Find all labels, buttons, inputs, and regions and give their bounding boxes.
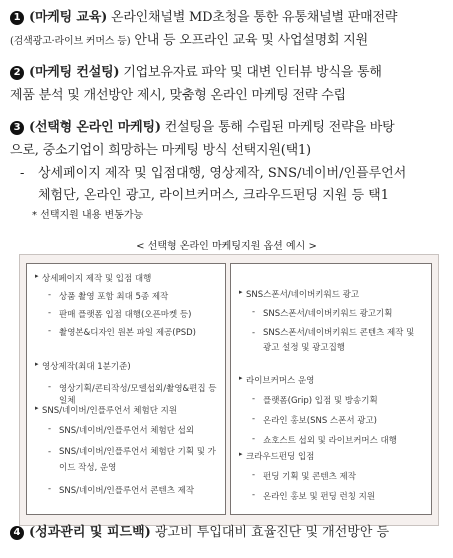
options-frame <box>19 254 439 526</box>
item-text: 광고비 투입대비 효율진단 및 개선방안 등 <box>150 525 390 540</box>
item-optional-online-marketing <box>10 116 446 162</box>
options-right-column <box>230 263 432 515</box>
option-sub-item: - 펀딩 기획 및 콘텐츠 제작 <box>252 470 356 482</box>
option-sub-text: 판매 플랫폼 입점 대행(오픈마켓 등) <box>59 310 192 320</box>
item-text: 으로, 중소기업이 희망하는 마케팅 방식 선택지원(택1) <box>10 143 311 158</box>
option-sub-text: 촬영본&디자인 원본 파일 제공(PSD) <box>59 328 196 338</box>
item-marketing-consulting <box>10 61 446 107</box>
option-section <box>35 404 219 496</box>
item-performance-feedback <box>10 522 446 544</box>
note-text: * 선택지원 내용 변동가능 <box>32 210 144 221</box>
item-text: 기업보유자료 파악 및 대변 인터뷰 방식을 통해 <box>119 65 382 80</box>
option-sub-text: SNS/네이버/인플루언서 체험단 기획 및 가이드 작성, 운영 <box>59 447 216 473</box>
option-sub-item: - SNS/네이버/인플루언서 체험단 기획 및 가이드 작성, 운영 <box>48 447 216 473</box>
option-sub-item: - 영상기획/콘티작성/모델섭외/촬영&편집 등 일체 <box>48 382 217 406</box>
option-heading: ▸ 라이브커머스 운영 <box>239 374 425 386</box>
option-sub-item: - 쇼호스트 섭외 및 라이브커머스 대행 <box>252 434 397 446</box>
option-sub-text: SNS스폰서/네이버키워드 콘텐츠 제작 및 광고 설정 및 광고집행 <box>263 328 415 353</box>
option-sub-text: 영상기획/콘티작성/모델섭외/촬영&편집 등 일체 <box>59 384 217 406</box>
option-sub-item: - SNS스폰서/네이버키워드 광고기획 <box>252 307 393 319</box>
item-text: 제품 분석 및 개선방안 제시, 맞춤형 온라인 마케팅 전략 수립 <box>10 88 346 103</box>
option-sub-text: SNS/네이버/인플루언서 체험단 섭외 <box>59 426 195 436</box>
option-sub-item: - 상품 촬영 포함 최대 5종 제작 <box>48 290 169 302</box>
option-sub-text: SNS/네이버/인플루언서 콘텐츠 제작 <box>59 486 195 496</box>
option-sub-item: - SNS/네이버/인플루언서 콘텐츠 제작 <box>48 484 195 496</box>
options-left-column <box>26 263 226 515</box>
option-sub-item: - 판매 플랫폼 입점 대행(오픈마켓 등) <box>48 308 192 320</box>
option-sub-item: - 온라인 홍보 및 펀딩 런칭 지원 <box>252 490 376 502</box>
option-section <box>35 360 219 406</box>
number-badge: 1 <box>10 11 24 25</box>
option-heading: ▸ 영상제작(최대 1분기준) <box>35 360 219 372</box>
option-sub-item: - 플랫폼(Grip) 입점 및 방송기획 <box>252 394 378 406</box>
number-badge: 3 <box>10 121 24 135</box>
option-section <box>239 374 425 446</box>
option-sub-item: - SNS/네이버/인플루언서 체험단 섭외 <box>48 424 195 436</box>
option-sub-text: SNS스폰서/네이버키워드 광고기획 <box>263 309 393 319</box>
option-sub-text: 플랫폼(Grip) 입점 및 방송기획 <box>263 396 378 406</box>
option-section <box>35 272 219 338</box>
item-title: (마케팅 교육) <box>29 10 108 25</box>
option-heading: ▸ SNS/네이버/인플루언서 체험단 지원 <box>35 404 219 416</box>
option-sub-item: - 촬영본&디자인 원본 파일 제공(PSD) <box>48 326 196 338</box>
dash-symbol: - <box>20 166 25 181</box>
number-badge: 4 <box>10 526 24 540</box>
option-heading: ▸ 상세페이지 제작 및 입점 대행 <box>35 272 219 284</box>
option-section <box>239 450 425 502</box>
item-text: 안내 등 오프라인 교육 및 사업설명회 지원 <box>130 33 369 48</box>
option-sub-text: 쇼호스트 섭외 및 라이브커머스 대행 <box>263 436 397 446</box>
options-caption: < 선택형 온라인 마케팅지원 옵션 예시 > <box>136 241 317 252</box>
option-sub-item: - SNS스폰서/네이버키워드 콘텐츠 제작 및 광고 설정 및 광고집행 <box>252 328 415 353</box>
item-title: (마케팅 컨설팅) <box>29 65 120 80</box>
option-heading: ▸ SNS스폰서/네이버키워드 광고 <box>239 288 425 300</box>
item-small-text: (검색광고·라이브 커머스 등) <box>10 36 131 47</box>
item-title: (선택형 온라인 마케팅) <box>29 120 161 135</box>
option-sub-text: 온라인 홍보(SNS 스폰서 광고) <box>263 416 377 426</box>
option-sub-item: - 온라인 홍보(SNS 스폰서 광고) <box>252 414 377 426</box>
option-sub-text: 온라인 홍보 및 펀딩 런칭 지원 <box>263 492 376 502</box>
dash-list-item <box>20 163 445 207</box>
item-text: 컨설팅을 통해 수립된 마케팅 전략을 바탕 <box>160 120 395 135</box>
number-badge: 2 <box>10 66 24 80</box>
dash-text-line: 상세페이지 제작 및 입점대행, 영상제작, SNS/네이버/인플루언서 <box>38 166 407 181</box>
item-title: (성과관리 및 피드백) <box>29 525 151 540</box>
option-sub-text: 펀딩 기획 및 콘텐츠 제작 <box>263 472 356 482</box>
option-section <box>239 288 425 356</box>
option-sub-text: 상품 촬영 포함 최대 5종 제작 <box>59 292 169 302</box>
item-marketing-education <box>10 6 446 53</box>
dash-text-line: 체험단, 온라인 광고, 라이브커머스, 크라우드펀딩 지원 등 택1 <box>38 188 389 203</box>
item-text: 온라인채널별 MD초청을 통한 유통채널별 판매전략 <box>107 10 398 25</box>
option-heading: ▸ 크라우드펀딩 입점 <box>239 450 425 462</box>
